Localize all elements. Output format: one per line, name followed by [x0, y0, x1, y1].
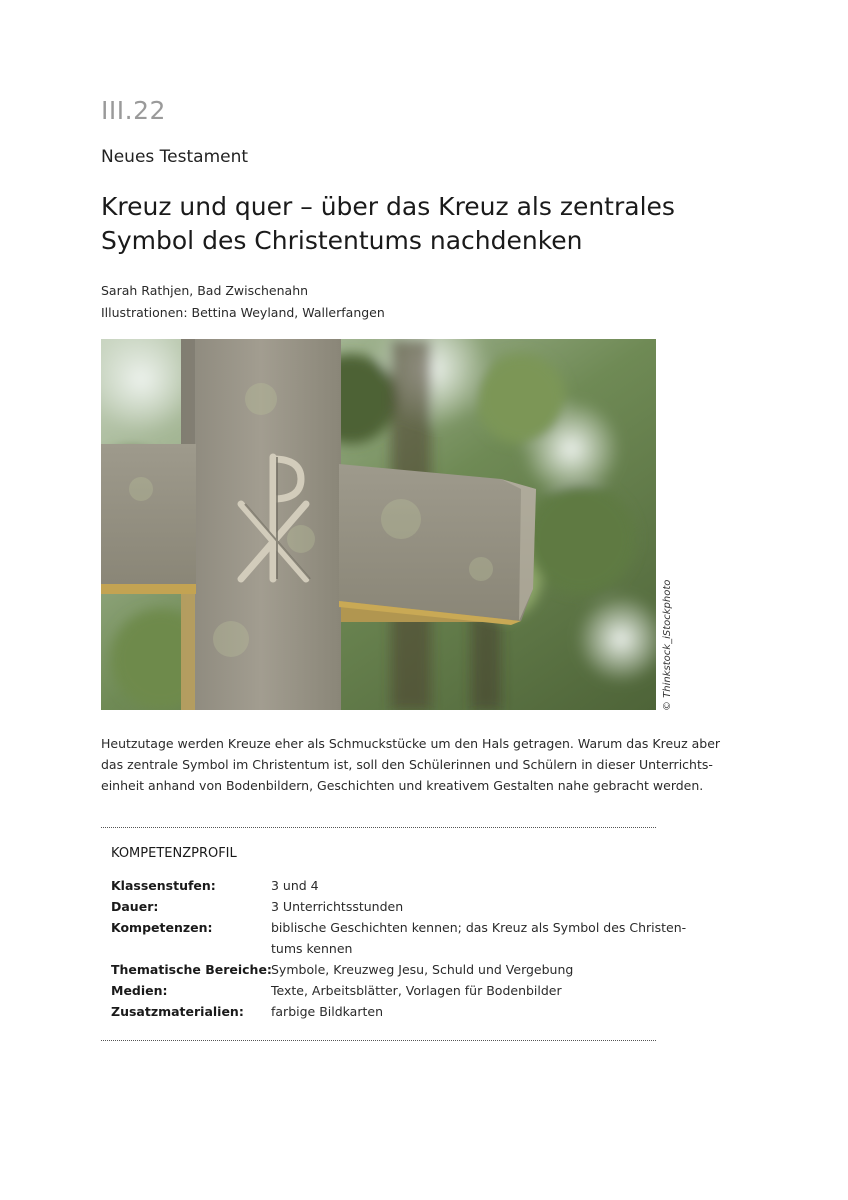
profile-value	[271, 875, 651, 896]
title-line: Kreuz und quer – über das Kreuz als zentrales	[101, 192, 675, 221]
unit-number: III.22	[101, 96, 166, 125]
illustrator-name: Illustrationen: Bettina Weyland, Wallerfangen	[101, 305, 385, 320]
author-block	[101, 280, 385, 324]
profile-value-line: Texte, Arbeitsblätter, Vorlagen für Bodenbilder	[271, 983, 562, 998]
profile-label: Klassenstufen:	[111, 878, 216, 893]
profile-label: Thematische Bereiche:	[111, 962, 272, 977]
section-title: Neues Testament	[101, 147, 249, 167]
photo-credit-text: © Thinkstock_iStockphoto	[662, 579, 673, 711]
profile-value	[271, 917, 687, 959]
profile-label: Zusatzmaterialien:	[111, 1004, 244, 1019]
profile-value	[271, 896, 651, 917]
profile-value-line: biblische Geschichten kennen; das Kreuz als Symbol des Christen-	[271, 920, 687, 935]
intro-paragraph	[101, 733, 721, 796]
profile-value	[271, 959, 651, 980]
dotted-divider-bottom	[101, 1040, 656, 1041]
cross-photo	[101, 339, 656, 710]
profile-label: Dauer:	[111, 899, 159, 914]
kompetenzprofil-heading: KOMPETENZPROFIL	[111, 846, 237, 861]
intro-line: einheit anhand von Bodenbildern, Geschichten und kreativem Gestalten nahe gebracht werden.	[101, 778, 704, 793]
intro-line: das zentrale Symbol im Christentum ist, soll den Schülerinnen und Schülern in dieser Unterrichts-	[101, 757, 713, 772]
dotted-divider-top	[101, 827, 656, 828]
profile-label: Kompetenzen:	[111, 920, 213, 935]
author-name: Sarah Rathjen, Bad Zwischenahn	[101, 283, 309, 298]
photo-credit	[662, 579, 676, 711]
title-line: Symbol des Christentums nachdenken	[101, 226, 583, 255]
profile-value	[271, 1001, 651, 1022]
profile-value	[271, 980, 651, 1001]
profile-value-line: 3 Unterrichtsstunden	[271, 899, 404, 914]
page-title	[101, 190, 721, 258]
profile-value-line: 3 und 4	[271, 878, 319, 893]
profile-value-line: tums kennen	[271, 941, 353, 956]
profile-value-line: Symbole, Kreuzweg Jesu, Schuld und Vergebung	[271, 962, 574, 977]
profile-value-line: farbige Bildkarten	[271, 1004, 383, 1019]
stone-cross-image	[101, 339, 656, 710]
profile-label: Medien:	[111, 983, 168, 998]
intro-line: Heutzutage werden Kreuze eher als Schmuckstücke um den Hals getragen. Warum das Kreuz aber	[101, 736, 721, 751]
